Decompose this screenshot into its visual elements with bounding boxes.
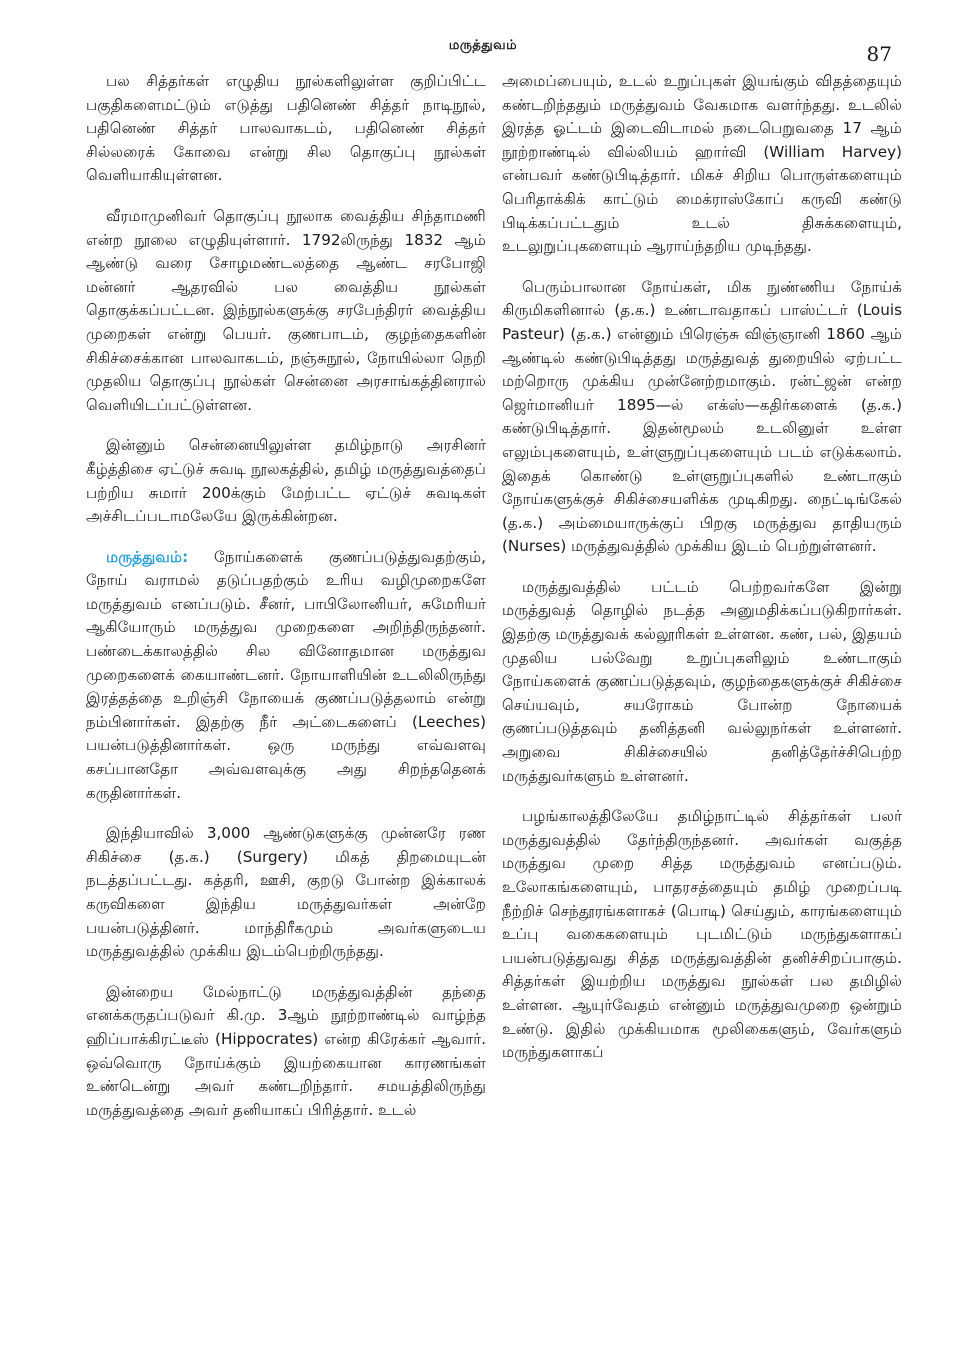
left-column	[86, 70, 486, 1139]
page-number: 87	[866, 42, 892, 66]
paragraph: பெரும்பாலான நோய்கள், மிக நுண்ணிய நோய்க் கிருமிகளினால் (த.க.) உண்டாவதாகப் பாஸ்ட்டர் (Louis Pasteur) (த.க.) என்னும் பிரெஞ்சு விஞ்ஞானி 1860 ஆம் ஆண்டில் கண்டுபிடித்தது மருத்துவத் துறையில் ஏற்பட்ட மற்றொரு முக்கிய முன்னேற்றமாகும். ரன்ட்ஜன் என்ற ஜெர்மானியர் 1895—ல் எக்ஸ்—கதிர்களைக் (த.க.) கண்டுபிடித்தார். இதன்மூலம் உடலினுள் உள்ள எலும்புகளையும், உள்ளுறுப்புகளையும் படம் எடுக்கலாம். இதைக் கொண்டு உள்ளுறுப்புகளில் உண்டாகும் நோய்களுக்குச் சிகிச்சையளிக்க முடிகிறது. நைட்டிங்கேல் (த.க.) அம்மையாருக்குப் பிறகு மருத்துவ தாதியரும் (Nurses) மருத்துவத்தில் முக்கிய இடம் பெற்றுள்ளனர்.	[502, 277, 902, 556]
right-column	[502, 70, 902, 1082]
definition-paragraph	[86, 546, 486, 806]
running-title: மருத்துவம்	[448, 38, 518, 53]
paragraph: இன்றைய மேல்நாட்டு மருத்துவத்தின் தந்தை எனக்கருதப்படுவர் கி.மு. 3ஆம் நூற்றாண்டில் வாழ்ந்த ஹிப்பாக்கிரட்டீஸ் (Hippocrates) என்ற கிரேக்கர் ஆவார். ஒவ்வொரு நோய்க்கும் இயற்கையான காரணங்கள் உண்டென்று அவர் கண்டறிந்தார். சமயத்திலிருந்து மருத்துவத்தை அவர் தனியாகப் பிரித்தார். உடல்	[86, 982, 486, 1119]
definition-term: மருத்துவம்:	[106, 547, 189, 566]
paragraph: மருத்துவத்தில் பட்டம் பெற்றவர்களே இன்று மருத்துவத் தொழில் நடத்த அனுமதிக்கப்படுகிறார்கள். இதற்கு மருத்துவக் கல்லூரிகள் உள்ளன. கண், பல், இதயம் முதலிய பல்வேறு உறுப்புகளிலும் உண்டாகும் நோய்களைக் குணப்படுத்தவும், குழந்தைகளுக்குச் சிகிச்சை செய்யவும், சயரோகம் போன்ற நோயைக் குணப்படுத்தவும் தனித்தனி வல்லுநர்கள் உள்ளனர். அறுவை சிகிச்சையில் தனித்தேர்ச்சிபெற்ற மருத்துவர்களும் உள்ளனர்.	[502, 577, 902, 785]
paragraph: இன்னும் சென்னையிலுள்ள தமிழ்நாடு அரசினர் கீழ்த்திசை ஏட்டுச் சுவடி நூலகத்தில், தமிழ் மருத்துவத்தைப் பற்றிய சுமார் 200க்கும் மேற்பட்ட ஏட்டுச் சுவடிகள் அச்சிடப்படாமலேயே இருக்கின்றன.	[86, 436, 486, 526]
paragraph: பல சித்தர்கள் எழுதிய நூல்களிலுள்ள குறிப்பிட்ட பகுதிகளைமட்டும் எடுத்து பதினெண் சித்தர் நாடிநூல், பதினெண் சித்தர் பாலவாகடம், பதினெண் சித்தர் சில்லரைக் கோவை என்று சில தொகுப்பு நூல்கள் வெளியாகியுள்ளன.	[86, 72, 486, 185]
paragraph: இந்தியாவில் 3,000 ஆண்டுகளுக்கு முன்னரே ரண சிகிச்சை (த.க.) (Surgery) மிகத் திறமையுடன் நடத்தப்பட்டது. கத்தரி, ஊசி, குறடு போன்ற இக்காலக் கருவிகளை இந்திய மருத்துவர்கள் அன்றே பயன்படுத்தினர். மாந்திரீகமும் அவர்களுடைய மருத்துவத்தில் முக்கிய இடம்பெற்றிருந்தது.	[86, 824, 486, 961]
definition-text: நோய்களைக் குணப்படுத்துவதற்கும், நோய் வராமல் தடுப்பதற்கும் உரிய வழிமுறைகளே மருத்துவம் எனப்படும். சீனர், பாபிலோனியர், சுமேரியர் ஆகியோரும் மருத்துவ முறைகளை அறிந்திருந்தனர். பண்டைக்காலத்தில் சில வினோதமான மருத்துவ முறைகளைக் கையாண்டனர். நோயாளியின் உடலிலிருந்து இரத்தத்தை உறிஞ்சி நோயைக் குணப்படுத்தலாம் என்று நம்பினார்கள். இதற்கு நீர் அட்டைகளைப் (Leeches) பயன்படுத்தினார்கள். ஒரு மருந்து எவ்வளவு கசப்பானதோ அவ்வளவுக்கு அது சிறந்ததெனக் கருதினார்கள்.	[86, 547, 486, 802]
paragraph: வீரமாமுனிவர் தொகுப்பு நூலாக வைத்திய சிந்தாமணி என்ற நூலை எழுதியுள்ளார். 1792லிருந்து 1832 ஆம் ஆண்டு வரை சோழமண்டலத்தை ஆண்ட சரபோஜி மன்னர் ஆதரவில் பல வைத்திய நூல்கள் தொகுக்கப்பட்டன. இந்நூல்களுக்கு சரபேந்திரர் வைத்திய முறைகள் என்று பெயர். குணபாடம், குழந்தைகளின் சிகிச்சைக்கான பாலவாகடம், நஞ்சுநூல், நோயில்லா நெறி முதலிய தொகுப்பு நூல்கள் சென்னை அரசாங்கத்தினரால் வெளியிடப்பட்டுள்ளன.	[86, 206, 486, 414]
paragraph: பழங்காலத்திலேயே தமிழ்நாட்டில் சித்தர்கள் பலர் மருத்துவத்தில் தேர்ந்திருந்தனர். அவர்கள் வகுத்த மருத்துவ முறை சித்த மருத்துவம் எனப்படும். உலோகங்களையும், பாதரசத்தையும் தமிழ் முறைப்படி நீற்றிச் செந்தூரங்களாகச் (பொடி) செய்தும், காரங்களையும் உப்பு வகைகளையும் புடமிட்டும் மருந்துகளாகப் பயன்படுத்துவது சித்த மருத்துவத்தின் தனிச்சிறப்பாகும். சித்தர்கள் இயற்றிய மருத்துவ நூல்கள் பல தமிழில் உள்ளன. ஆயுர்வேதம் என்னும் மருத்துவமுறை ஒன்றும் உண்டு. இதில் முக்கியமாக மூலிகைகளும், வேர்களும் மருந்துகளாகப்	[502, 807, 902, 1062]
paragraph-continued: அமைப்பையும், உடல் உறுப்புகள் இயங்கும் விதத்தையும் கண்டறிந்ததும் மருத்துவம் வேகமாக வளர்ந்தது. உடலில் இரத்த ஓட்டம் இடைவிடாமல் நடைபெறுவதை 17 ஆம் நூற்றாண்டில் வில்லியம் ஹார்வி (William Harvey) என்பவர் கண்டுபிடித்தார். மிகச் சிறிய பொருள்களையும் பெரிதாக்கிக் காட்டும் மைக்ராஸ்கோப் கருவி கண்டு பிடிக்கப்பட்டதும் உடல் திசுக்களையும், உடலுறுப்புகளையும் ஆராய்ந்தறிய முடிந்தது.	[502, 72, 902, 256]
